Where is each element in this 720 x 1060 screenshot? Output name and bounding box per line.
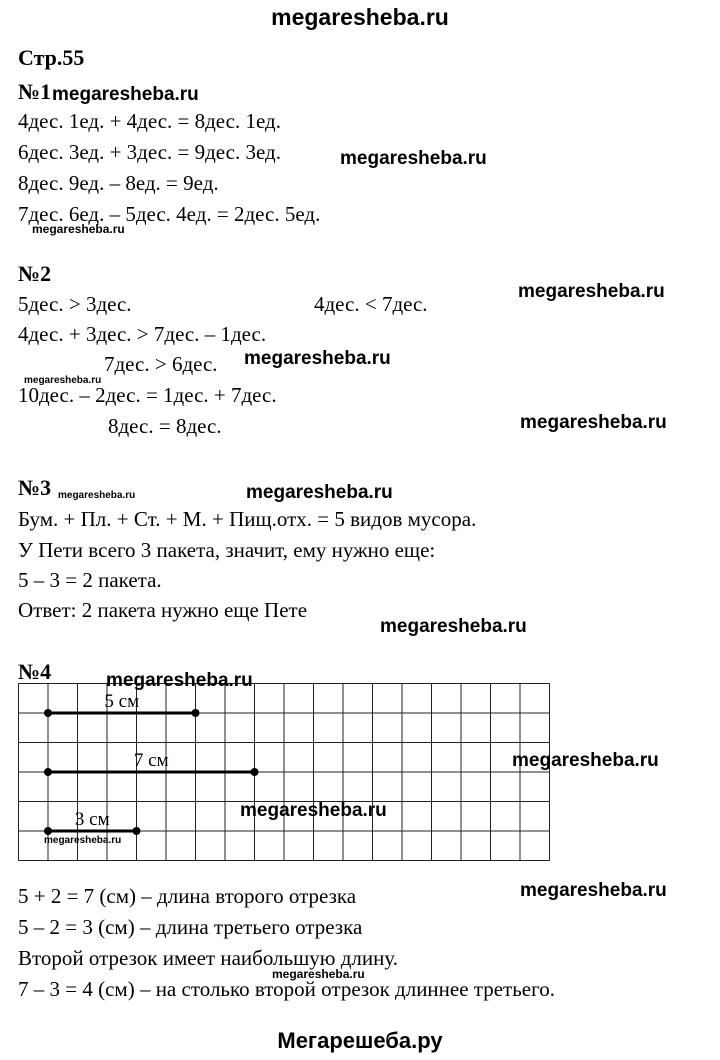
task1-number: №1 <box>18 79 52 104</box>
segment-endpoint <box>44 709 52 717</box>
task4-line-4: 7 – 3 = 4 (см) – на столько второй отрезок длиннее третьего. <box>18 977 555 1001</box>
watermark: megaresheba.ru <box>58 490 136 501</box>
watermark: megaresheba.ru <box>106 670 253 691</box>
watermark: megaresheba.ru <box>24 375 102 386</box>
task1-line-2: 6дес. 3ед. + 3дес. = 9дес. 3ед. <box>18 140 281 164</box>
watermark: megaresheba.ru <box>380 616 527 637</box>
segment-endpoint <box>192 709 200 717</box>
task1-line-4: 7дес. 6ед. – 5дес. 4ед. = 2дес. 5ед. <box>18 202 321 226</box>
site-header: megaresheba.ru <box>271 4 449 30</box>
task1-line-3: 8дес. 9ед. – 8ед. = 9ед. <box>18 171 219 195</box>
segment-label: 3 см <box>74 809 110 830</box>
segment-endpoint <box>133 827 141 835</box>
watermark: megaresheba.ru <box>52 84 199 105</box>
task1-line-1: 4дес. 1ед. + 4дес. = 8дес. 1ед. <box>18 109 281 133</box>
task3-line-3: 5 – 3 = 2 пакета. <box>18 568 162 592</box>
watermark: megaresheba.ru <box>520 880 667 901</box>
task2-line-1-right: 4дес. < 7дес. <box>314 292 428 316</box>
segment-endpoint <box>44 768 52 776</box>
task4-line-3: Второй отрезок имеет наибольшую длину. <box>18 946 399 970</box>
page-label: Стр.55 <box>18 45 85 70</box>
watermark: megaresheba.ru <box>44 835 122 846</box>
watermark: megaresheba.ru <box>240 800 387 821</box>
task4-line-2: 5 – 2 = 3 (см) – длина третьего отрезка <box>18 915 363 939</box>
site-footer: Мегарешеба.ру <box>277 1028 443 1053</box>
task2-line-1-left: 5дес. > 3дес. <box>18 292 132 316</box>
watermark: megaresheba.ru <box>520 412 667 433</box>
watermark: megaresheba.ru <box>340 148 487 169</box>
watermark: megaresheba.ru <box>244 348 391 369</box>
task3-line-1: Бум. + Пл. + Ст. + М. + Пищ.отх. = 5 видов мусора. <box>18 507 477 531</box>
watermark: megaresheba.ru <box>272 967 365 981</box>
segment-endpoint <box>251 768 259 776</box>
watermark: megaresheba.ru <box>32 222 125 236</box>
task2-number: №2 <box>18 261 52 286</box>
task4-number: №4 <box>18 659 52 684</box>
segment-endpoint <box>44 827 52 835</box>
segment-label: 7 см <box>133 750 169 771</box>
watermark: megaresheba.ru <box>518 281 665 302</box>
segment-label: 5 см <box>104 691 140 712</box>
watermark: megaresheba.ru <box>512 750 659 771</box>
task3-line-2: У Пети всего 3 пакета, значит, ему нужно еще: <box>18 538 436 562</box>
task4-line-1: 5 + 2 = 7 (см) – длина второго отрезка <box>18 884 357 908</box>
task3-number: №3 <box>18 475 52 500</box>
task2-line-4: 10дес. – 2дес. = 1дес. + 7дес. <box>18 383 277 407</box>
task2-line-2: 4дес. + 3дес. > 7дес. – 1дес. <box>18 322 267 346</box>
task3-line-4: Ответ: 2 пакета нужно еще Пете <box>18 598 308 622</box>
task2-line-5: 8дес. = 8дес. <box>108 414 222 438</box>
watermark: megaresheba.ru <box>246 482 393 503</box>
task2-line-3: 7дес. > 6дес. <box>104 352 218 376</box>
